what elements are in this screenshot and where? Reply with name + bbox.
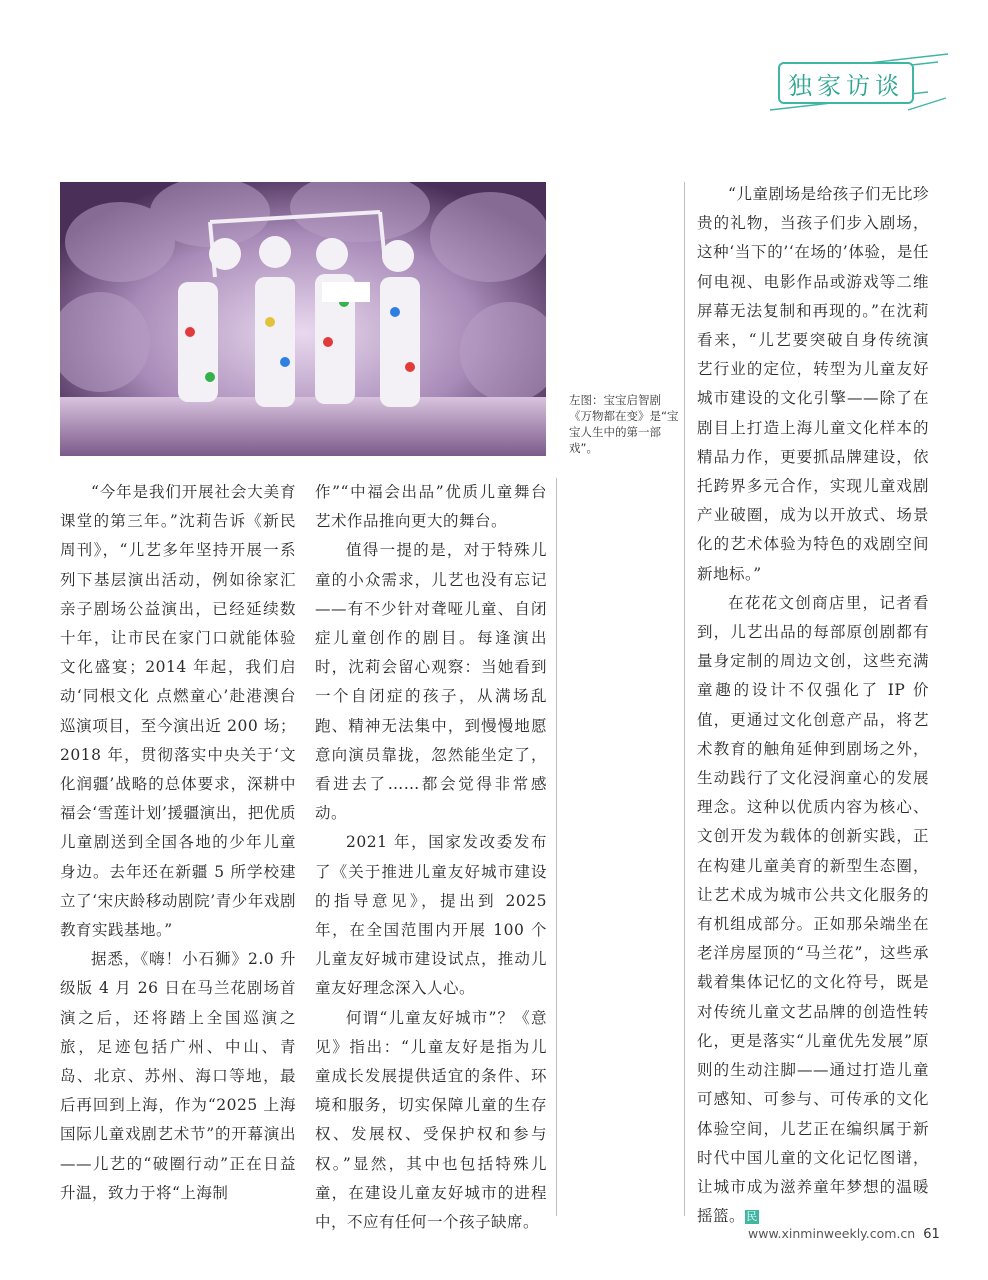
footer-url: www.xinminweekly.com.cn (748, 1226, 916, 1241)
stage-photo (60, 182, 546, 456)
end-mark-icon: 民 (746, 1210, 758, 1224)
paragraph: 作”“中福会出品”优质儿童舞台艺术作品推向更大的舞台。 (315, 483, 547, 531)
column-divider (684, 182, 685, 1216)
column-divider (556, 478, 557, 1216)
paragraph: “儿童剧场是给孩子们无比珍贵的礼物，当孩子们步入剧场，这种‘当下的’‘在场的’体验，是任何电视、电影作品或游戏等二维屏幕无法复制和再现的。”在沈莉看来，“儿艺要突破自身传统演艺行业的定位，转型为儿童友好城市建设的文化引擎——除了在剧目上打造上海儿童文化样本的精品力作，更要抓品牌建设，依托跨界多元合作，实现儿童戏剧产业破圈，成为以开放式、场景化的艺术体验为特色的戏剧空间新地标。” (697, 185, 929, 583)
paragraph: 值得一提的是，对于特殊儿童的小众需求，儿艺也没有忘记——有不少针对聋哑儿童、自闭症儿童创作的剧目。每逢演出时，沈莉会留心观察：当她看到一个自闭症的孩子，从满场乱跑、精神无法集中，到慢慢地愿意向演员靠拢，忽然能坐定了，看进去了……都会觉得非常感动。 (315, 541, 547, 823)
photo-caption: 左图：宝宝启智剧《万物都在变》是“宝宝人生中的第一部戏”。 (569, 393, 679, 455)
column-2 (315, 478, 547, 1237)
paragraph: “今年是我们开展社会大美育课堂的第三年。”沈莉告诉《新民周刊》，“儿艺多年坚持开展一系列下基层演出活动，例如徐家汇亲子剧场公益演出，已经延续数十年，让市民在家门口就能体验文化盛宴；2014 年起，我们启动‘同根文化 点燃童心’赴港澳台巡演项目，至今演出近 200 场；2018 年，贯彻落实中央关于‘文化润疆’战略的总体要求，深耕中福会‘雪莲计划’援疆演出，把优质儿童剧送到全国各地的少年儿童身边。去年还在新疆 5 所学校建立了‘宋庆龄移动剧院’青少年戏剧教育实践基地。” (60, 483, 296, 940)
page-number: 61 (923, 1227, 940, 1242)
section-tag: 独家访谈 (778, 62, 914, 104)
paragraph-text: 在花花文创商店里，记者看到，儿艺出品的每部原创剧都有量身定制的周边文创，这些充满童趣的设计不仅强化了 IP 价值，更通过文化创意产品，将艺术教育的触角延伸到剧场之外，生动践行了文化浸润童心的发展理念。这种以优质内容为核心、文创开发为载体的创新实践，正在构建儿童美育的新型生态圈，让艺术成为城市公共文化服务的有机组成部分。正如那朵端坐在老洋房屋顶的“马兰花”，这些承载着集体记忆的文化符号，既是对传统儿童文艺品牌的创造性转化，更是落实“儿童优先发展”原则的生动注脚——通过打造儿童可感知、可参与、可传承的文化体验空间，儿艺正在编织属于新时代中国儿童的文化记忆图谱，让城市成为滋养童年梦想的温暖摇篮。 (697, 593, 929, 1226)
column-3 (697, 180, 929, 1231)
column-1 (60, 478, 296, 1208)
paragraph: 何谓“儿童友好城市”？《意见》指出：“儿童友好是指为儿童成长发展提供适宜的条件、环境和服务，切实保障儿童的生存权、发展权、受保护权和参与权。”显然，其中也包括特殊儿童，在建设儿童友好城市的进程中，不应有任何一个孩子缺席。 (315, 1008, 547, 1232)
paragraph: 2021 年，国家发改委发布了《关于推进儿童友好城市建设的指导意见》，提出到 2025 年，在全国范围内开展 100 个儿童友好城市建设试点，推动儿童友好理念深入人心。 (315, 833, 547, 998)
paragraph (697, 589, 929, 1231)
paragraph: 据悉，《嗨！小石狮》2.0 升级版 4 月 26 日在马兰花剧场首演之后，还将踏上全国巡演之旅，足迹包括广州、中山、青岛、北京、苏州、海口等地，最后再回到上海，作为“2025 上海国际儿童戏剧艺术节”的开幕演出——儿艺的“破圈行动”正在日益升温，致力于将“上海制 (60, 950, 296, 1202)
page-footer (748, 1226, 940, 1242)
